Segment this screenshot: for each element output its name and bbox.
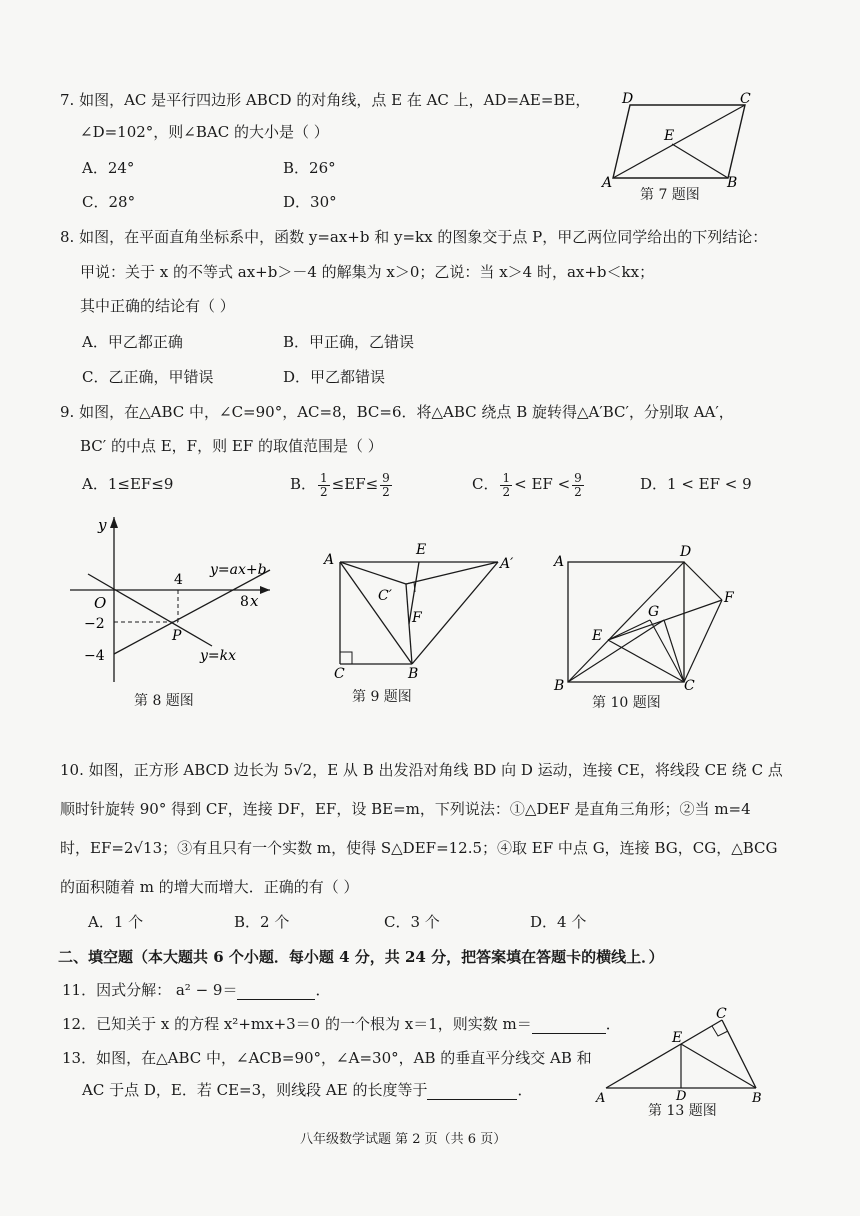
q9-caption: 第 9 题图 (352, 689, 412, 705)
q7-label-e: E (664, 128, 675, 144)
q7-option-b: B．26° (283, 159, 336, 177)
q10-option-b: B．2 个 (234, 913, 290, 931)
q7-label-d: D (622, 91, 634, 107)
q8-option-c: C．乙正确，甲错误 (82, 368, 214, 386)
q8-line2: 甲说：关于 x 的不等式 ax+b＞－4 的解集为 x＞0；乙说：当 x＞4 时，ax+b＜kx； (80, 263, 655, 281)
q8-label-neg2: −2 (84, 616, 105, 632)
q10-line4: 的面积随着 m 的增大而增大．正确的有（ ） (60, 878, 359, 896)
q9-label-a: A (324, 552, 335, 568)
q13-label-b: B (752, 1091, 762, 1104)
q10-label-a: A (554, 554, 565, 570)
q13-figure (592, 1004, 772, 1104)
q8-label-o: O (94, 594, 107, 612)
q9-figure (318, 540, 526, 680)
q8-label-4: 4 (174, 572, 183, 588)
q13-label-d: D (676, 1089, 687, 1104)
q7-option-a: A．24° (82, 159, 135, 177)
q8-label-p: P (172, 628, 182, 644)
q8-label-8: 8 (240, 594, 249, 610)
q13-label-c: C (716, 1006, 727, 1022)
q9-option-a: A．1≤EF≤9 (82, 475, 174, 493)
q13-label-e: E (672, 1030, 683, 1046)
q10-label-g: G (648, 604, 660, 620)
q8-line1: 8. 如图，在平面直角坐标系中，函数 y=ax+b 和 y=kx 的图象交于点 P，甲乙两位同学给出的下列结论： (60, 228, 768, 246)
q12-text: 12．已知关于 x 的方程 x²+mx+3＝0 的一个根为 x＝1，则实数 m＝ ． (62, 1015, 621, 1033)
q8-option-a: A．甲乙都正确 (82, 333, 183, 351)
q13-label-a: A (596, 1091, 606, 1104)
q9-option-d: D．1 < EF < 9 (640, 475, 752, 493)
q8-label-neg4: −4 (84, 648, 105, 664)
q10-line3: 时，EF=2√13；③有且只有一个实数 m，使得 S△DEF=12.5；④取 EF 中点 G，连接 BG，CG，△BCG (60, 839, 778, 857)
q9-label-c: C (334, 666, 345, 680)
q9-label-a2: A′ (500, 556, 514, 572)
q10-figure (550, 542, 740, 692)
q11-text: 11．因式分解： a² − 9＝ ． (62, 981, 331, 999)
q9-option-c: C． $\frac{1}{2}$ < EF < $\frac{9}{2}$ (472, 470, 582, 499)
q7-label-c: C (740, 91, 751, 107)
q7-line1: 7. 如图，AC 是平行四边形 ABCD 的对角线，点 E 在 AC 上，AD=AE=BE， (60, 91, 591, 109)
q10-label-f: F (724, 590, 734, 606)
q9-label-b: B (408, 666, 419, 680)
q13-caption: 第 13 题图 (648, 1103, 717, 1119)
q10-option-d: D．4 个 (530, 913, 587, 931)
q9-option-b: B． $\frac{1}{2}$ ≤EF≤ $\frac{9}{2}$ (290, 470, 390, 499)
q9-label-e: E (416, 542, 427, 558)
q10-label-d: D (680, 544, 692, 560)
q9-line1: 9. 如图，在△ABC 中，∠C=90°，AC=8，BC=6．将△ABC 绕点 B 旋转得△A′BC′，分别取 AA′， (60, 403, 734, 421)
page-footer: 八年级数学试题 第 2 页（共 6 页） (300, 1132, 507, 1147)
q10-caption: 第 10 题图 (592, 695, 661, 711)
q9-label-c2: C′ (378, 588, 392, 604)
q10-label-c: C (684, 678, 695, 692)
q7-label-a: A (602, 175, 613, 191)
q8-label-line1: y=ax+b (210, 562, 267, 578)
q8-label-line2: y=kx (200, 648, 237, 664)
q7-option-d: D．30° (283, 193, 337, 211)
q7-option-c: C．28° (82, 193, 136, 211)
q8-label-x: x (250, 592, 259, 610)
q10-option-c: C．3 个 (384, 913, 440, 931)
q10-label-e: E (592, 628, 603, 644)
q7-caption: 第 7 题图 (640, 187, 700, 203)
q8-option-d: D．甲乙都错误 (283, 368, 386, 386)
q10-option-a: A．1 个 (88, 913, 144, 931)
q13-line1: 13．如图，在△ABC 中，∠ACB=90°，∠A=30°，AB 的垂直平分线交 AB 和 (62, 1049, 592, 1067)
q10-line2: 顺时针旋转 90° 得到 CF，连接 DF，EF，设 BE=m，下列说法：①△DEF 是直角三角形；②当 m=4 (60, 800, 751, 818)
q9-line2: BC′ 的中点 E，F，则 EF 的取值范围是（ ） (80, 437, 383, 455)
q8-option-b: B．甲正确，乙错误 (283, 333, 415, 351)
q7-label-b: B (727, 175, 738, 191)
q8-label-y: y (98, 516, 107, 534)
q11-answer-blank (237, 985, 315, 1000)
q10-label-b: B (554, 678, 565, 692)
q8-line3: 其中正确的结论有（ ） (80, 297, 235, 315)
q9-label-f: F (412, 610, 422, 626)
q7-line2: ∠D=102°，则∠BAC 的大小是（ ） (80, 123, 329, 141)
q13-line2: AC 于点 D，E．若 CE=3，则线段 AE 的长度等于 ． (82, 1081, 533, 1099)
q13-answer-blank (427, 1085, 517, 1100)
q8-caption: 第 8 题图 (134, 693, 194, 709)
q8-figure (70, 512, 280, 692)
q10-line1: 10. 如图，正方形 ABCD 边长为 5√2，E 从 B 出发沿对角线 BD 向 D 运动，连接 CE，将线段 CE 绕 C 点 (60, 761, 783, 779)
section-fill-in-title: 二、填空题（本大题共 6 个小题．每小题 4 分，共 24 分，把答案填在答题卡的横线上．） (58, 948, 664, 966)
